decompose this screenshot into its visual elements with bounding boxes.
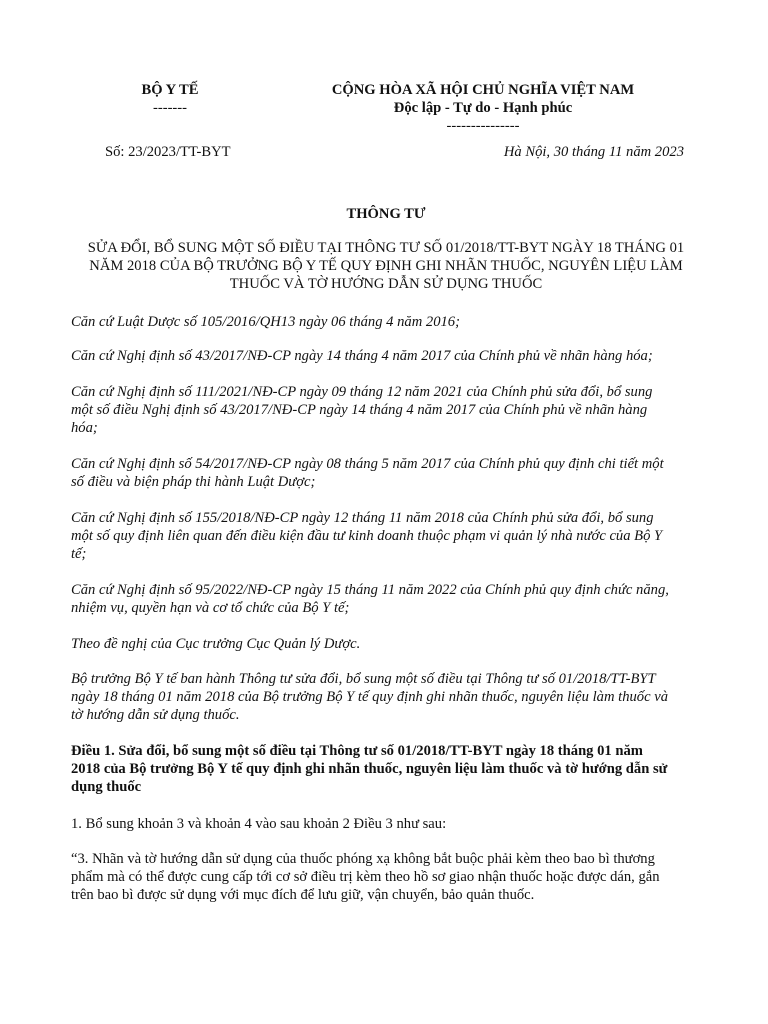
basis-line: Bộ trưởng Bộ Y tế ban hành Thông tư sửa đổi, bổ sung một số điều tại Thông tư số 01/2018/TT-BYT <box>71 671 656 687</box>
basis-line: ngày 18 tháng 01 năm 2018 của Bộ trưởng Bộ Y tế quy định ghi nhãn thuốc, nguyên liệu làm thuốc và <box>71 689 668 706</box>
document-number: Số: 23/2023/TT-BYT <box>105 144 231 160</box>
basis-line: Căn cứ Nghị định số 54/2017/NĐ-CP ngày 08 tháng 5 năm 2017 của Chính phủ quy định chi tiết một <box>71 456 664 472</box>
basis-line: Căn cứ Nghị định số 95/2022/NĐ-CP ngày 15 tháng 11 năm 2022 của Chính phủ quy định chức năng, <box>71 582 669 598</box>
legal-basis-4 <box>71 455 701 491</box>
promulgation <box>71 670 701 725</box>
title-line: THUỐC VÀ TỜ HƯỚNG DẪN SỬ DỤNG THUỐC <box>229 276 543 293</box>
basis-line: một số điều Nghị định số 43/2017/NĐ-CP ngày 14 tháng 4 năm 2017 của Chính phủ về nhãn hàng <box>71 402 648 419</box>
clause-line: 1. Bổ sung khoản 3 và khoản 4 vào sau khoản 2 Điều 3 như sau: <box>71 816 447 832</box>
basis-line: tờ hướng dẫn sử dụng thuốc. <box>71 707 240 724</box>
basis-line: Căn cứ Nghị định số 43/2017/NĐ-CP ngày 14 tháng 4 năm 2017 của Chính phủ về nhãn hàng hóa; <box>71 348 653 364</box>
article-1-heading <box>71 742 701 797</box>
proposal-line <box>71 635 701 653</box>
ministry-rule: ------- <box>152 100 188 116</box>
title-line: NĂM 2018 CỦA BỘ TRƯỞNG BỘ Y TẾ QUY ĐỊNH GHI NHÃN THUỐC, NGUYÊN LIỆU LÀM <box>89 258 683 275</box>
basis-line: số điều và biện pháp thi hành Luật Dược; <box>71 474 316 491</box>
country-name: CỘNG HÒA XÃ HỘI CHỦ NGHĨA VIỆT NAM <box>331 82 635 98</box>
document-title <box>40 239 732 294</box>
heading-line: dụng thuốc <box>71 779 142 796</box>
motto-rule: --------------- <box>446 118 520 134</box>
legal-basis-3 <box>71 383 701 438</box>
basis-line: hóa; <box>71 420 98 437</box>
basis-line: tế; <box>71 546 87 563</box>
basis-line: Căn cứ Nghị định số 155/2018/NĐ-CP ngày 12 tháng 11 năm 2018 của Chính phủ sửa đổi, bổ sung <box>71 510 654 526</box>
legal-basis-5 <box>71 509 701 564</box>
legal-basis-2 <box>71 347 701 365</box>
clause-1 <box>71 815 701 833</box>
title-line: SỬA ĐỔI, BỔ SUNG MỘT SỐ ĐIỀU TẠI THÔNG TƯ SỐ 01/2018/TT-BYT NGÀY 18 THÁNG 01 <box>87 240 685 256</box>
basis-line: Theo đề nghị của Cục trưởng Cục Quản lý Dược. <box>71 636 361 652</box>
basis-line: Căn cứ Nghị định số 111/2021/NĐ-CP ngày 09 tháng 12 năm 2021 của Chính phủ sửa đổi, bổ sung <box>71 384 653 400</box>
quote-line: phẩm mà có thể được cung cấp tới cơ sở điều trị kèm theo hồ sơ giao nhận thuốc hoặc được dán, gắn <box>71 869 660 886</box>
quote-line: “3. Nhãn và tờ hướng dẫn sử dụng của thuốc phóng xạ không bắt buộc phải kèm theo bao bì thương <box>71 851 655 867</box>
legal-basis-1 <box>71 313 701 331</box>
basis-line: một số quy định liên quan đến điều kiện đầu tư kinh doanh thuộc phạm vi quản lý nhà nước của Bộ Y <box>71 528 663 545</box>
national-motto: Độc lập - Tự do - Hạnh phúc <box>393 100 573 116</box>
clause-1-quote <box>71 850 701 905</box>
heading-line: 2018 của Bộ trưởng Bộ Y tế quy định ghi nhãn thuốc, nguyên liệu làm thuốc và tờ hướng dẫn sử <box>71 761 668 778</box>
basis-line: Căn cứ Luật Dược số 105/2016/QH13 ngày 06 tháng 4 năm 2016; <box>71 314 460 330</box>
heading-line: Điều 1. Sửa đổi, bổ sung một số điều tại Thông tư số 01/2018/TT-BYT ngày 18 tháng 01 năm <box>71 743 643 759</box>
quote-line: trên bao bì được sử dụng với mục đích để lưu giữ, vận chuyển, bảo quản thuốc. <box>71 887 535 904</box>
basis-line: nhiệm vụ, quyền hạn và cơ tổ chức của Bộ Y tế; <box>71 600 350 617</box>
legal-basis-6 <box>71 581 701 617</box>
ministry-name: BỘ Y TẾ <box>141 82 199 98</box>
place-date: Hà Nội, 30 tháng 11 năm 2023 <box>503 144 684 160</box>
document-type: THÔNG TƯ <box>346 206 426 222</box>
